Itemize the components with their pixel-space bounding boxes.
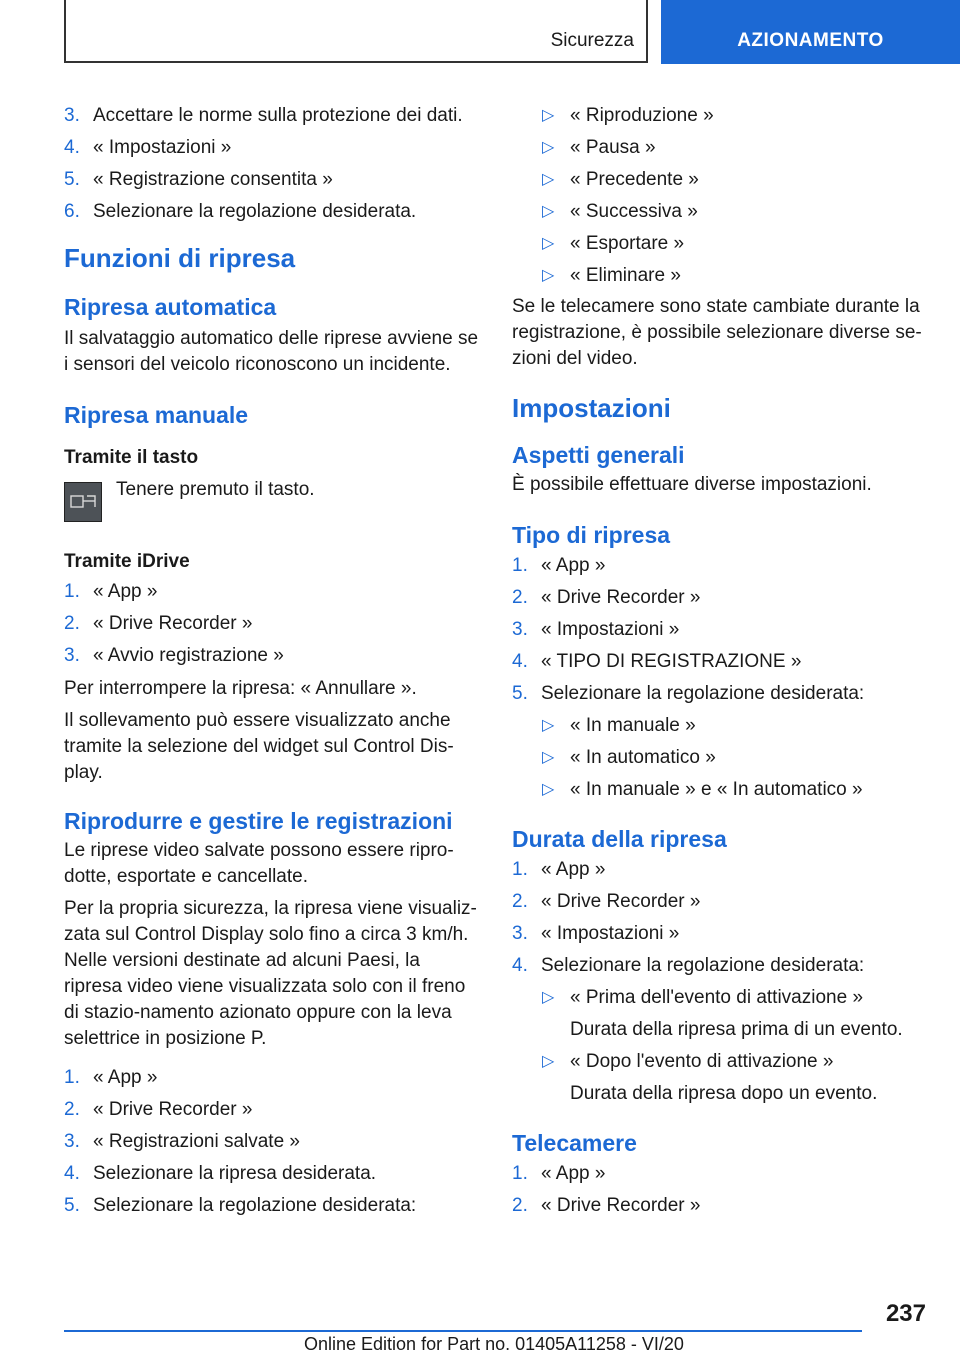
heading-impostazioni: Impostazioni (512, 393, 671, 423)
step-text: « Avvio registrazione » (93, 645, 284, 666)
list-item (64, 1158, 480, 1190)
option-text: « In automatico » (570, 747, 716, 768)
heading-tramite-idrive: Tramite iDrive (64, 551, 190, 572)
heading-ripresa-manuale: Ripresa manuale (64, 402, 249, 428)
list-item (512, 614, 932, 646)
step-text: « Drive Recorder » (93, 613, 253, 634)
list-item (64, 1126, 480, 1158)
steps-tipo (512, 550, 932, 806)
paragraph-video: Le riprese video salvate possono essere ripro-dotte, esportate e cancellate. (64, 840, 454, 887)
list-item (512, 260, 932, 292)
step-number: 3. (512, 923, 528, 944)
step-number: 6. (64, 201, 80, 222)
list-item (512, 886, 932, 918)
list-item (512, 918, 932, 950)
triangle-right-icon: ▷ (542, 749, 555, 766)
step-text: « Registrazione consentita » (93, 169, 333, 190)
list-item (512, 196, 932, 228)
step-number: 5. (64, 1195, 80, 1216)
step-text: « App » (541, 859, 606, 880)
step-number: 3. (512, 619, 528, 640)
triangle-right-icon: ▷ (542, 1053, 555, 1070)
step-text: « Impostazioni » (541, 923, 680, 944)
step-text: « TIPO DI REGISTRAZIONE » (541, 651, 802, 672)
list-item (64, 164, 480, 196)
triangle-right-icon: ▷ (542, 139, 555, 156)
option-text: « In manuale » e « In automatico » (570, 779, 863, 800)
paragraph-stop: Per interrompere la ripresa: « Annullare ». (64, 678, 417, 699)
list-item (512, 742, 932, 774)
key-text: Tenere premuto il tasto. (116, 479, 315, 500)
paragraph-sicurezza: Per la propria sicurezza, la ripresa viene visualiz-zata sul Control Display solo fino a circa 3 km/h. Nelle versioni destinate ad alcuni Paesi, la ripresa video viene visualizzata solo con il freno di stazio-namento azionato oppure con la leva selettrice in posizione P. (64, 898, 477, 1049)
heading-telecamere: Telecamere (512, 1130, 637, 1156)
step-text: « Registrazioni salvate » (93, 1131, 300, 1152)
list-item (64, 1094, 480, 1126)
footer-edition: Online Edition for Part no. 01405A11258 - VI/20 (304, 1334, 684, 1354)
list-item (512, 582, 932, 614)
footer-divider (64, 1330, 862, 1332)
step-text: Selezionare la regolazione desiderata: (541, 683, 865, 704)
list-item (512, 774, 932, 806)
list-item (512, 132, 932, 164)
paragraph-widget: Il sollevamento può essere visualizzato anche tramite la selezione del widget sul Control Dis-play. (64, 710, 454, 783)
triangle-right-icon: ▷ (542, 203, 555, 220)
paragraph-aspetti: È possibile effettuare diverse impostazioni. (512, 474, 872, 495)
list-item (64, 100, 480, 132)
heading-funzioni: Funzioni di ripresa (64, 243, 296, 273)
heading-tipo-ripresa: Tipo di ripresa (512, 522, 671, 548)
step-text: Selezionare la regolazione desiderata. (93, 201, 417, 222)
triangle-right-icon: ▷ (542, 171, 555, 188)
step-number: 4. (64, 137, 80, 158)
heading-durata: Durata della ripresa (512, 826, 727, 852)
list-item (512, 550, 932, 582)
header-chapter-label: AZIONAMENTO (737, 30, 884, 51)
step-text: Selezionare la regolazione desiderata: (541, 955, 865, 976)
step-number: 2. (64, 613, 80, 634)
step-number: 1. (512, 555, 528, 576)
triangle-right-icon: ▷ (542, 989, 555, 1006)
step-text: « Drive Recorder » (541, 1195, 701, 1216)
heading-tramite-tasto: Tramite il tasto (64, 447, 199, 468)
option-text: « Pausa » (570, 137, 656, 158)
step-text: Selezionare la ripresa desiderata. (93, 1163, 377, 1184)
step-text: « Drive Recorder » (93, 1099, 253, 1120)
step-number: 1. (512, 1163, 528, 1184)
step-text: « App » (541, 1163, 606, 1184)
step-number: 5. (512, 683, 528, 704)
option-text: « Dopo l'evento di attivazione » (570, 1051, 834, 1072)
step-number: 1. (64, 1067, 80, 1088)
step-text: « App » (93, 581, 158, 602)
step-number: 4. (512, 955, 528, 976)
steps-play (64, 1062, 480, 1222)
option-text: « Esportare » (570, 233, 685, 254)
left-column (64, 100, 480, 1222)
step-number: 5. (64, 169, 80, 190)
list-item (512, 646, 932, 678)
option-text: « In manuale » (570, 715, 696, 736)
list-item (512, 1046, 932, 1078)
list-item (64, 1190, 480, 1222)
triangle-right-icon: ▷ (542, 717, 555, 734)
list-item (512, 710, 932, 742)
steps-telecamere (512, 1158, 932, 1222)
list-item (512, 228, 932, 260)
step-text: « Impostazioni » (93, 137, 232, 158)
list-item (512, 164, 932, 196)
drive-recorder-button-icon (64, 482, 102, 522)
paragraph-auto: Il salvataggio automatico delle riprese avviene se i sensori del veicolo riconoscono un incidente. (64, 328, 479, 375)
list-item (512, 1158, 932, 1190)
option-text: « Prima dell'evento di attivazione » (570, 987, 864, 1008)
heading-aspetti-generali: Aspetti generali (512, 442, 685, 468)
step-number: 2. (512, 1195, 528, 1216)
header-section-label: Sicurezza (550, 30, 634, 51)
triangle-right-icon: ▷ (542, 267, 555, 284)
header-section-tab (64, 0, 648, 63)
step-text: « Drive Recorder » (541, 891, 701, 912)
option-note: Durata della ripresa dopo un evento. (570, 1083, 878, 1104)
step-number: 4. (512, 651, 528, 672)
list-item (512, 678, 932, 710)
heading-riprodurre: Riprodurre e gestire le registrazioni (64, 808, 453, 834)
step-text: « Drive Recorder » (541, 587, 701, 608)
option-text: « Successiva » (570, 201, 698, 222)
step-number: 3. (64, 1131, 80, 1152)
paragraph-telecamere: Se le telecamere sono state cambiate durante la registrazione, è possibile selezionare diverse se-zioni del video. (512, 296, 922, 369)
header-chapter-tab (661, 0, 960, 64)
triangle-right-icon: ▷ (542, 781, 555, 798)
list-item (512, 982, 932, 1014)
steps-idrive (64, 576, 480, 672)
step-number: 1. (64, 581, 80, 602)
steps-top (64, 100, 480, 228)
list-item (64, 576, 480, 608)
step-text: « App » (541, 555, 606, 576)
list-item (512, 950, 932, 982)
option-text: « Eliminare » (570, 265, 681, 286)
option-note: Durata della ripresa prima di un evento. (570, 1019, 903, 1040)
option-text: « Riproduzione » (570, 105, 714, 126)
list-item (512, 1190, 932, 1222)
step-text: « App » (93, 1067, 158, 1088)
list-item (512, 100, 932, 132)
step-text: « Impostazioni » (541, 619, 680, 640)
list-item (64, 640, 480, 672)
step-text: Accettare le norme sulla protezione dei dati. (93, 105, 463, 126)
list-item (64, 1062, 480, 1094)
step-number: 4. (64, 1163, 80, 1184)
right-column (512, 100, 932, 1222)
page-number: 237 (885, 1300, 926, 1327)
step-number: 3. (64, 105, 80, 126)
list-item (512, 854, 932, 886)
step-number: 2. (512, 891, 528, 912)
step-number: 1. (512, 859, 528, 880)
triangle-right-icon: ▷ (542, 235, 555, 252)
option-text: « Precedente » (570, 169, 699, 190)
list-item (64, 608, 480, 640)
triangle-right-icon: ▷ (542, 107, 555, 124)
list-item (64, 132, 480, 164)
step-number: 2. (64, 1099, 80, 1120)
step-text: Selezionare la regolazione desiderata: (93, 1195, 417, 1216)
play-options (512, 100, 932, 292)
steps-durata (512, 854, 932, 1110)
step-number: 3. (64, 645, 80, 666)
list-item (64, 196, 480, 228)
step-number: 2. (512, 587, 528, 608)
key-instruction (64, 476, 480, 536)
heading-ripresa-automatica: Ripresa automatica (64, 294, 277, 320)
